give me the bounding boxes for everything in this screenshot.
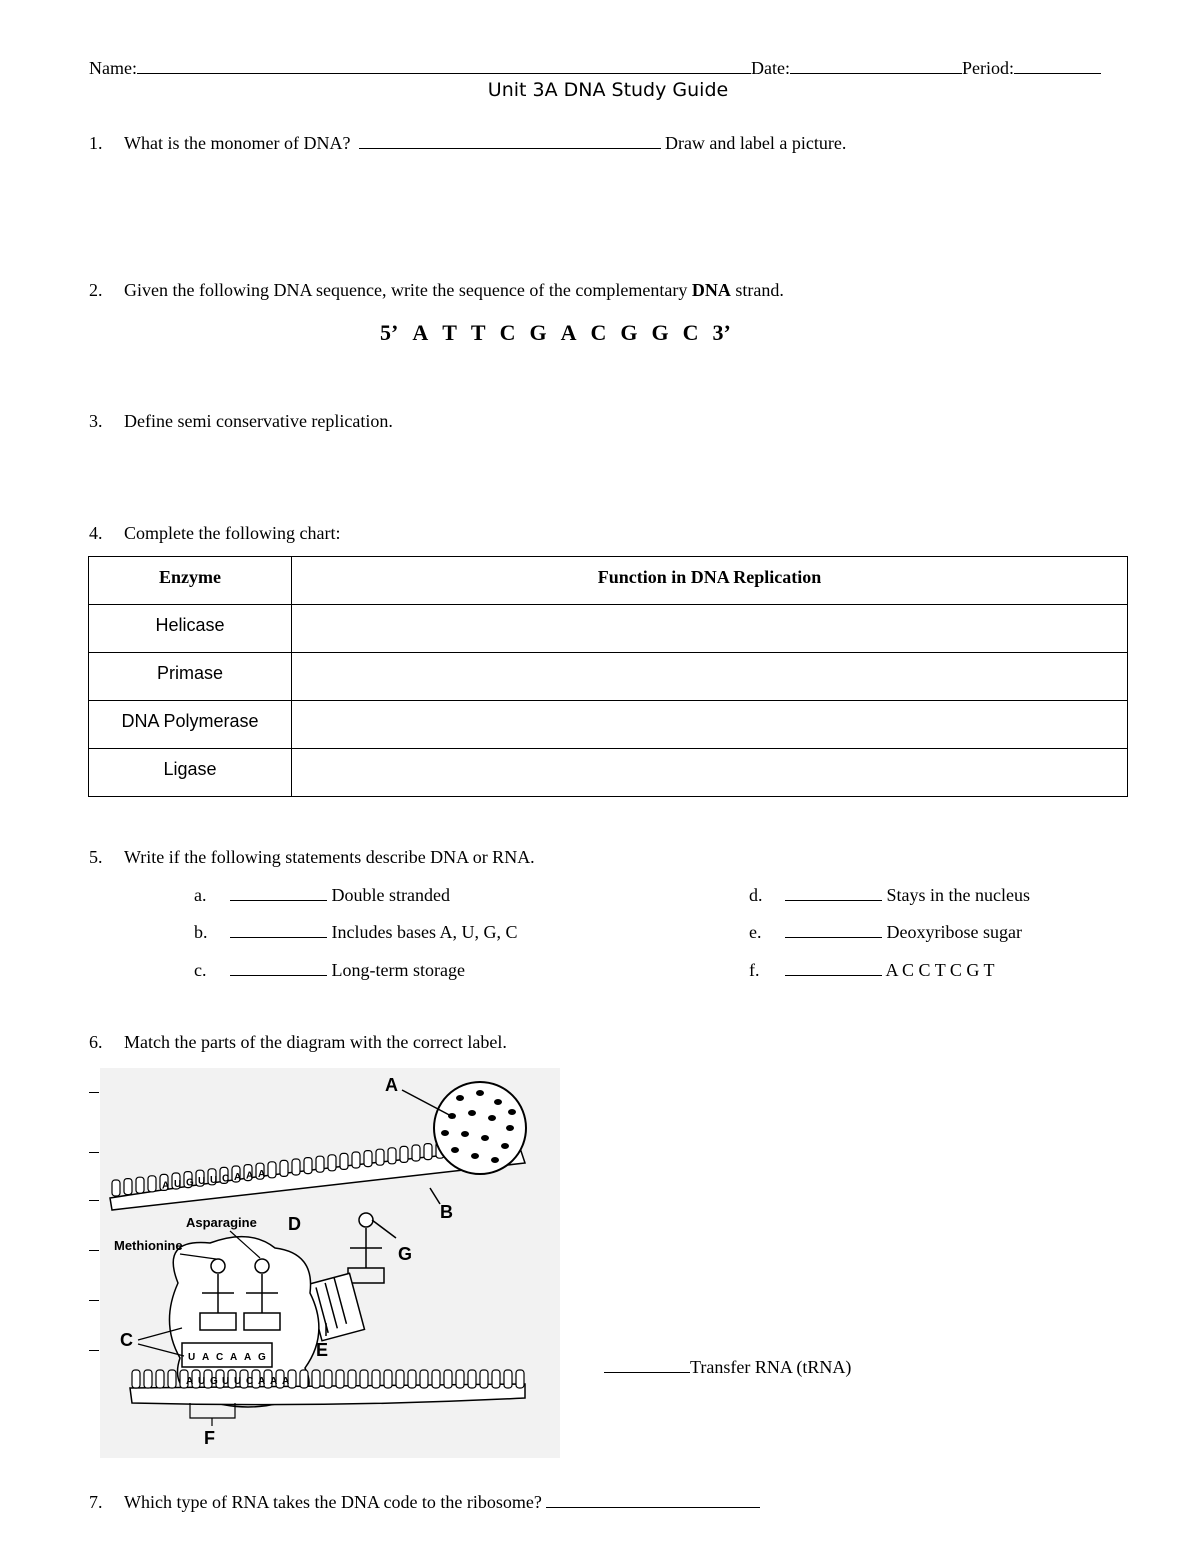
question-7-text: Which type of RNA takes the DNA code to the ribosome? [124,1492,542,1512]
mrna-base [304,1158,312,1174]
mrna-top-letter: A [234,1172,242,1183]
sequence-base: G [620,320,638,345]
question-1-number: 1. [89,133,103,153]
mrna-bottom-letter: A [186,1376,194,1387]
question-6-number: 6. [89,1032,103,1052]
mrna-bottom-letter: A [258,1376,266,1387]
mrna-bottom-letter: C [246,1376,254,1387]
anticodon-letter: A [202,1352,210,1363]
mrna-base [156,1370,164,1388]
q5-statement: Includes bases A, U, G, C [331,922,518,942]
ribosome-dot [456,1095,464,1101]
q5-blank[interactable] [230,959,327,976]
chart-function-cell[interactable] [292,701,1128,749]
question-5 [89,847,535,868]
mrna-base [420,1370,428,1388]
mrna-base [424,1144,432,1160]
mrna-base [300,1370,308,1388]
chart-enzyme-cell: DNA Polymerase [89,701,292,749]
chart-row [89,701,1128,749]
mrna-base [124,1179,132,1195]
name-line-row [89,57,1101,79]
mrna-top-letter: U [174,1179,182,1190]
q5-letter: f. [749,960,760,980]
q5-letter: c. [194,960,207,980]
mrna-base [168,1370,176,1388]
question-5-text: Write if the following statements describe DNA or RNA. [124,847,535,867]
q5-blank[interactable] [230,884,327,901]
q5-blank[interactable] [785,959,882,976]
question-3-number: 3. [89,411,103,431]
question-3 [89,411,393,432]
q5-item-a [194,884,450,906]
mrna-base [144,1370,152,1388]
mrna-top-letter: A [162,1180,170,1192]
chart-row [89,605,1128,653]
mrna-base [492,1370,500,1388]
mrna-base [360,1370,368,1388]
mrna-base [136,1177,144,1193]
mrna-base [396,1370,404,1388]
mrna-base [480,1370,488,1388]
anticodon-letter: G [258,1352,266,1363]
diagram-methionine: Methionine [114,1238,183,1253]
trna-label: Transfer RNA (tRNA) [690,1357,852,1377]
chart-enzyme-cell: Helicase [89,605,292,653]
name-blank[interactable] [137,57,751,74]
sequence-base: C [590,320,607,345]
question-2-number: 2. [89,280,103,300]
mrna-base [340,1153,348,1169]
chart-function-cell[interactable] [292,605,1128,653]
chart-row [89,749,1128,797]
q5-blank[interactable] [230,921,327,938]
chart-row [89,653,1128,701]
q5-letter: a. [194,885,207,905]
q5-item-b [194,921,517,943]
q5-letter: e. [749,922,762,942]
ribosome-dot [451,1147,459,1153]
mrna-bottom-letter: U [198,1376,206,1387]
chart-enzyme-cell: Primase [89,653,292,701]
mrna-base [468,1370,476,1388]
q5-blank[interactable] [785,884,882,901]
q5-blank[interactable] [785,921,882,938]
date-blank[interactable] [790,57,962,74]
ribosome-dot [491,1157,499,1163]
q5-statement: Long-term storage [331,960,465,980]
anticodon-letter: C [216,1352,224,1363]
mrna-base [444,1370,452,1388]
diagram-label-a: A [385,1075,398,1095]
ribosome-dot [508,1109,516,1115]
diagram-asparagine: Asparagine [186,1215,257,1230]
question-4-number: 4. [89,523,103,543]
match-blank[interactable] [89,1300,99,1301]
mrna-base [112,1180,120,1196]
mrna-bottom-letter: G [210,1376,218,1387]
question-5-number: 5. [89,847,103,867]
chart-header-function: Function in DNA Replication [292,557,1128,605]
mrna-top-letter: A [258,1169,266,1181]
ribosome-sphere [434,1082,526,1174]
dna-sequence [380,320,745,346]
sequence-base: A [560,320,577,345]
mrna-base [148,1176,156,1192]
question-7-blank[interactable] [546,1491,760,1508]
mrna-base [132,1370,140,1388]
question-4-text: Complete the following chart: [124,523,341,543]
chart-enzyme-cell: Ligase [89,749,292,797]
mrna-bottom-letter: A [270,1376,278,1387]
match-blank[interactable] [89,1092,99,1093]
mrna-base [400,1146,408,1162]
diagram-label-d: D [288,1214,301,1234]
question-4 [89,523,340,544]
mrna-base [348,1370,356,1388]
mrna-base [268,1162,276,1178]
ribosome-dot [468,1110,476,1116]
match-blank[interactable] [89,1152,99,1153]
mrna-base [504,1370,512,1388]
mrna-base [292,1159,300,1175]
sequence-base: T [470,320,486,345]
mrna-base [384,1370,392,1388]
q5-item-c [194,959,465,981]
question-2 [89,280,784,301]
sequence-base: G [529,320,547,345]
question-6 [89,1032,507,1053]
page-title: Unit 3A DNA Study Guide [487,79,729,101]
translation-diagram [100,1068,560,1458]
chart-header-enzyme: Enzyme [89,557,292,605]
ribosome-dot [501,1143,509,1149]
mrna-top-letter: U [198,1176,206,1188]
mrna-top-letter: A [246,1170,254,1182]
ribosome-dot [441,1130,449,1136]
mrna-base [376,1149,384,1165]
ribosome-dot [488,1115,496,1121]
mrna-base [352,1152,360,1168]
diagram-label-b: B [440,1202,453,1222]
question-1-tail: Draw and label a picture. [664,133,847,153]
mrna-base [412,1145,420,1161]
ribosome-dot [471,1153,479,1159]
q5-item-e [749,921,1022,943]
match-blank[interactable] [89,1200,99,1201]
ribosome-dot [506,1125,514,1131]
question-1 [89,132,846,154]
mrna-base [432,1370,440,1388]
sequence-base: A [412,320,429,345]
period-label: Period: [961,58,1014,78]
q5-letter: b. [194,922,208,942]
q5-statement: Double stranded [331,885,450,905]
trna-blank[interactable] [604,1356,690,1373]
question-7-number: 7. [89,1492,103,1512]
q5-statement: Stays in the nucleus [886,885,1030,905]
mrna-base [324,1370,332,1388]
mrna-base [328,1155,336,1171]
q5-letter: d. [749,885,763,905]
question-2-text-after: strand. [735,280,784,300]
sequence-base: C [682,320,699,345]
chart-function-cell[interactable] [292,653,1128,701]
question-1-text: What is the monomer of DNA? [124,133,351,153]
mrna-base [280,1160,288,1176]
trna-answer [604,1356,851,1378]
mrna-base [312,1370,320,1388]
mrna-top-letter: C [222,1173,230,1185]
mrna-bottom-letter: U [222,1376,230,1387]
match-blank[interactable] [89,1250,99,1251]
mrna-base [364,1151,372,1167]
mrna-base [316,1156,324,1172]
q5-statement: Deoxyribose sugar [886,922,1022,942]
sequence-base: 3’ [712,320,731,345]
date-label: Date: [750,58,790,78]
period-blank[interactable] [1014,57,1101,74]
q5-item-d [749,884,1030,906]
sequence-base: 5’ [380,320,399,345]
mrna-top-letter: G [186,1177,194,1189]
diagram-label-c: C [120,1330,133,1350]
chart-header-row [89,557,1128,605]
mrna-base [388,1148,396,1164]
diagram-label-e: E [316,1340,329,1360]
anticodon-letter: U [188,1352,196,1363]
sequence-base: T [442,320,457,345]
question-1-blank[interactable] [359,132,661,149]
mrna-base [456,1370,464,1388]
question-2-bold: DNA [691,280,731,300]
match-blank[interactable] [89,1350,99,1351]
enzyme-chart [88,556,1128,797]
q5-item-f [749,959,995,981]
mrna-bottom-letter: A [282,1376,290,1387]
mrna-bottom-letter: U [234,1376,242,1387]
name-label: Name: [89,58,137,78]
sequence-base: G [651,320,669,345]
mrna-base [516,1370,524,1388]
question-2-text: Given the following DNA sequence, write the sequence of the complementary [124,280,688,300]
diagram-label-g: G [398,1244,413,1264]
diagram-label-f: F [204,1428,215,1448]
question-7 [89,1491,760,1513]
mrna-base [372,1370,380,1388]
question-3-text: Define semi conservative replication. [124,411,393,431]
anticodon-letter: A [230,1352,238,1363]
ribosome-dot [494,1099,502,1105]
mrna-base [408,1370,416,1388]
ribosome-dot [481,1135,489,1141]
ribosome-dot [476,1090,484,1096]
ribosome-dot [461,1131,469,1137]
mrna-top-letter: U [210,1174,218,1186]
question-6-text: Match the parts of the diagram with the correct label. [124,1032,507,1052]
sequence-base: C [499,320,516,345]
q5-statement: A C C T C G T [885,960,995,980]
chart-function-cell[interactable] [292,749,1128,797]
anticodon-letter: A [244,1352,252,1363]
mrna-base [336,1370,344,1388]
